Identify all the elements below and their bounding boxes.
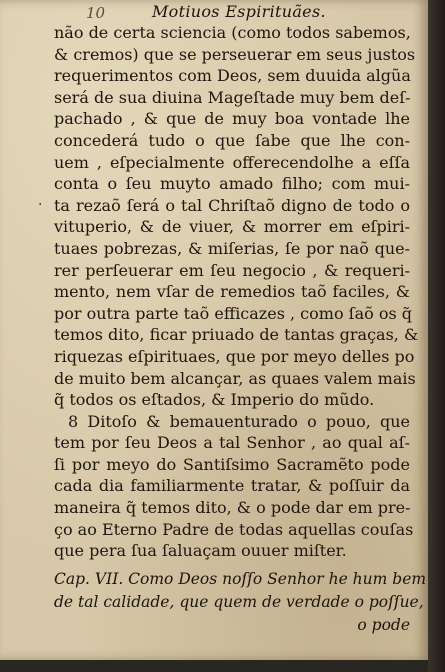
text-line: não de certa sciencia (como todos sabemos,: [54, 23, 411, 42]
text-line: riquezas eſpirituaes, que por meyo delles po: [54, 346, 415, 366]
text-line: tuaes pobrezas, & miſerias, ſe por naõ que-: [54, 238, 410, 258]
text-line: requerimentos com Deos, sem duuida algũa: [54, 66, 411, 86]
text-line: & cremos) que se perseuerar em seus justos: [54, 44, 416, 64]
text-line: conta o ſeu muyto amado filho; com mui-: [54, 174, 410, 194]
text-line: uem , eſpecialmente offerecendolhe a eſſa: [54, 152, 410, 172]
text-line: rer perſeuerar em ſeu negocio , & requeri-: [54, 260, 410, 280]
chapter-title-line: de tal calidade, que quem de verdade o poſſue,: [54, 593, 424, 611]
text-line: será de sua diuina Mageſtade muy bem deſ-: [54, 87, 411, 107]
text-line: tem por ſeu Deos a tal Senhor , ao qual aſ-: [54, 433, 410, 453]
text-line: concederá tudo o que ſabe que lhe con-: [54, 130, 410, 150]
chapter-heading: [54, 568, 427, 637]
running-head: Motiuos Espirituães.: [152, 2, 326, 21]
page-header: [0, 2, 445, 24]
text-line: de muito bem alcançar, as quaes valem mais: [54, 368, 416, 388]
text-line: por outra parte taõ efficazes , como ſaõ os q̃: [54, 303, 413, 323]
book-gutter: [428, 0, 445, 672]
text-line: ſi por meyo do Santiſsimo Sacramẽto pode: [54, 454, 410, 474]
text-line: vituperio, & de viuer, & morrer em eſpiri-: [54, 217, 410, 237]
text-line: cada dia familiarmente tratar, & poſſuir da: [54, 476, 410, 496]
catchword: o pode: [357, 616, 410, 634]
paragraph-8-line: 8 Ditoſo & bemauenturado o pouo, que: [68, 411, 410, 431]
text-line: mento, nem vſar de remedios taõ faciles, &: [54, 282, 410, 302]
text-line: ta rezaõ ſerá o tal Chriſtaõ digno de todo o: [54, 195, 410, 215]
text-line: que pera ſua ſaluaçam ouuer miſter.: [54, 541, 347, 561]
chapter-title-line: Cap. VII. Como Deos noſſo Senhor he hum bem: [54, 570, 427, 588]
text-line: pachado , & que de muy boa vontade lhe: [54, 109, 410, 129]
text-line: temos dito, ficar priuado de tantas graças, &: [54, 325, 419, 345]
body-text: [54, 22, 419, 562]
text-line: maneira q̃ temos dito, & o pode dar em pre-: [54, 498, 411, 518]
folio-number: 10: [86, 4, 106, 22]
text-line: ço ao Eterno Padre de todas aquellas couſas: [54, 519, 414, 539]
text-line: q̃ todos os eſtados, & Imperio do mũdo.: [54, 390, 375, 410]
margin-mark: ·: [38, 197, 43, 213]
